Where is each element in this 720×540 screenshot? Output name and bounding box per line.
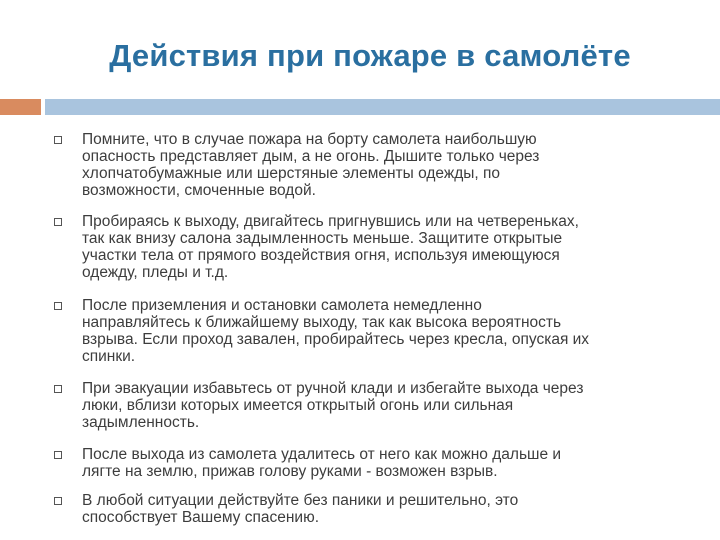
bullet-line: Помните, что в случае пожара на борту самолета наибольшую [82, 131, 537, 148]
bullet-line: В любой ситуации действуйте без паники и решительно, это [82, 492, 519, 509]
bullet-line: задымленность. [82, 414, 200, 431]
bullet-line: люки, вблизи которых имеется открытый огонь или сильная [82, 397, 514, 414]
bullet-text [82, 297, 682, 365]
square-bullet-icon [54, 451, 62, 459]
bullet-line: участки тела от прямого воздействия огня, используя имеющуюся [82, 247, 560, 264]
bullet-line: После приземления и остановки самолета немедленно [82, 297, 482, 314]
bullet-text [82, 446, 682, 480]
bullet-line: способствует Вашему спасению. [82, 509, 320, 526]
bullet-text [82, 380, 682, 431]
bullet-line: взрыва. Если проход завален, пробирайтесь через кресла, опуская их [82, 331, 590, 348]
bullet-line: Пробираясь к выходу, двигайтесь пригнувшись или на четвереньках, [82, 213, 579, 230]
bullet-line: так как внизу салона задымленность меньше. Защитите открытые [82, 230, 563, 247]
bullet-line: хлопчатобумажные или шерстяные элементы одежды, по [82, 165, 501, 182]
bullet-line: возможности, смоченные водой. [82, 182, 316, 199]
bullet-line: спинки. [82, 348, 136, 365]
bullet-line: направляйтесь к ближайшему выходу, так как высока вероятность [82, 314, 562, 331]
bullet-text [82, 131, 682, 199]
bullet-text [82, 492, 682, 526]
square-bullet-icon [54, 136, 62, 144]
square-bullet-icon [54, 218, 62, 226]
square-bullet-icon [54, 302, 62, 310]
bullet-line: опасность представляет дым, а не огонь. Дышите только через [82, 148, 540, 165]
bullet-line: одежду, пледы и т.д. [82, 264, 229, 281]
bullet-line: При эвакуации избавьтесь от ручной клади и избегайте выхода через [82, 380, 584, 397]
slide-title: Действия при пожаре в самолёте [109, 38, 631, 73]
square-bullet-icon [54, 497, 62, 505]
bullet-line: После выхода из самолета удалитесь от него как можно дальше и [82, 446, 562, 463]
square-bullet-icon [54, 385, 62, 393]
bullet-text [82, 213, 682, 281]
bullet-line: лягте на землю, прижав голову руками - возможен взрыв. [82, 463, 498, 480]
